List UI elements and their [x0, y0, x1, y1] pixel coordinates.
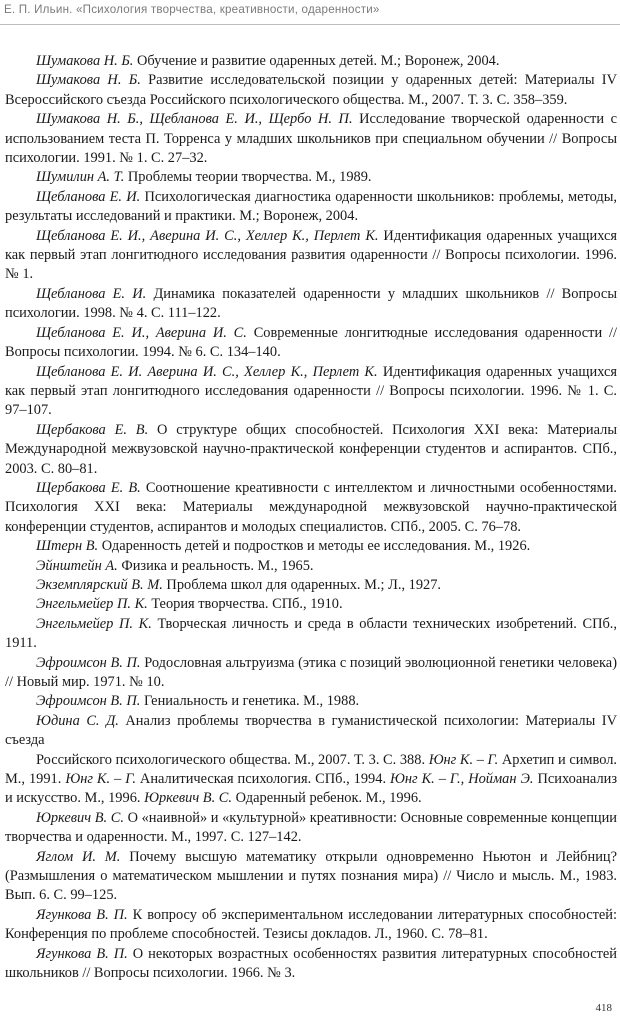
reference-author: Щебланова Е. И.: [36, 188, 141, 205]
reference-text: Почему высшую математику открыли одновременно Ньютон и Лейбниц? (Размышления о математическом мышлении и путях познания мира) // Число и мысль. М., 1983. Вып. 6. С. 99–125.: [5, 848, 617, 904]
reference-author: Яглом И. М.: [36, 848, 121, 865]
reference-text: Психологическая диагностика одаренности школьников: проблемы, методы, результаты исследований и практики. М.; Воронеж, 2004.: [5, 188, 618, 225]
continuation-text: Аналитическая психология. СПб., 1994.: [135, 771, 391, 788]
reference-text: О «наивной» и «культурной» креативности: Основные современные концепции творчества и одаренности. М., 1997. С. 127–142.: [5, 809, 617, 846]
page-number: 418: [595, 1002, 612, 1014]
reference-text: Теория творчества. СПб., 1910.: [147, 596, 343, 613]
continuation-text: Психоанализ и искусство. М., 1996.: [5, 771, 618, 807]
reference-entry: [5, 479, 617, 537]
reference-text: О структуре общих способностей. Психология XXI века: Материалы Международной межвузовской научно-практической конференции студентов и аспирантов. СПб., 2003. С. 80–81.: [5, 421, 617, 477]
reference-entry: [5, 712, 617, 751]
reference-entry: [5, 537, 617, 556]
reference-author: Юнг К. – Г., Нойман Э.: [390, 771, 534, 788]
reference-entry: [5, 595, 617, 614]
continuation-text: Архетип и символ. М., 1991.: [5, 751, 617, 788]
reference-entry: [5, 363, 617, 421]
reference-text: Идентификация одаренных учащихся как первый этап лонгитюдного исследования развития одаренности // Вопросы психологии. 1996. № 1.: [5, 227, 617, 283]
reference-text: О некоторых возрастных особенностях развития литературных способностей школьников // Вопросы психологии. 1966. № 3.: [5, 945, 617, 982]
continuation-text: Одаренный ребенок. М., 1996.: [232, 790, 422, 807]
reference-author: Юркевич В. С.: [144, 790, 232, 807]
reference-text: Проблемы теории творчества. М., 1989.: [124, 169, 372, 186]
reference-text: Обучение и развитие одаренных детей. М.; Воронеж, 2004.: [133, 53, 500, 69]
reference-author: Эфроимсон В. П.: [36, 693, 141, 710]
reference-author: Энгельмейер П. К.: [36, 596, 148, 613]
reference-entry: [5, 848, 617, 906]
reference-entry: [5, 71, 617, 110]
reference-author: Юркевич В. С.: [36, 809, 124, 826]
reference-text: Одаренность детей и подростков и методы ее исследования. М., 1926.: [98, 538, 531, 555]
reference-author: Щербакова Е. В.: [36, 421, 149, 438]
reference-author: Штерн В.: [36, 538, 99, 555]
reference-entry: [5, 615, 617, 654]
reference-continuation: [5, 751, 617, 809]
reference-entry: [5, 227, 617, 285]
reference-text: Современные лонгитюдные исследования одаренности // Вопросы психологии. 1994. № 6. С. 134–140.: [5, 324, 617, 361]
reference-list: [5, 52, 617, 984]
reference-author: Шумакова Н. Б.: [36, 72, 141, 89]
reference-entry: [5, 654, 617, 693]
reference-author: Щебланова Е. И.: [36, 285, 147, 302]
reference-author: Юдина С. Д.: [36, 712, 119, 729]
reference-author: Шумилин А. Т.: [36, 169, 125, 186]
reference-text: Проблема школ для одаренных. М.; Л., 1927.: [162, 576, 442, 593]
continuation-text: Российского психологического общества. М., 2007. Т. 3. С. 388.: [36, 751, 429, 768]
reference-author: Эйнштейн А.: [36, 557, 118, 574]
reference-text: Исследование творческой одаренности с использованием теста П. Торренса у младших школьников при специальном обучении // Вопросы психологии. 1991. № 1. С. 27–32.: [5, 111, 617, 167]
reference-author: Юнг К. – Г.: [65, 771, 136, 788]
reference-author: Экземплярский В. М.: [36, 576, 163, 593]
reference-entry: [5, 285, 617, 324]
reference-text: Родословная альтруизма (этика с позиций эволюционной генетики человека) // Новый мир. 1971. № 10.: [5, 654, 617, 690]
reference-entry: [5, 692, 617, 711]
reference-entry: [5, 324, 617, 363]
reference-text: Соотношение креативности с интеллектом и личностными особенностями. Психология XXI века: Материалы международной межвузовской научно-практической конференции студентов, аспирантов и молодых специалистов. СПб., 2005. С. 76–78.: [5, 479, 617, 535]
reference-author: Шумакова Н. Б., Щебланова Е. И., Щербо Н. П.: [36, 111, 353, 128]
reference-entry: [5, 906, 617, 945]
header-divider: [0, 24, 620, 25]
reference-entry: [5, 110, 617, 168]
reference-author: Щебланова Е. И., Аверина И. С., Хеллер К., Перлет К.: [36, 227, 379, 244]
reference-text: Физика и реальность. М., 1965.: [117, 557, 314, 574]
reference-author: Ягункова В. П.: [36, 945, 128, 962]
reference-entry: [5, 557, 617, 576]
reference-text: К вопросу об экспериментальном исследовании литературных способностей: Конференция по проблеме способностей. Тезисы докладов. Л., 1960. С. 78–81.: [5, 906, 617, 943]
reference-author: Шумакова Н. Б.: [36, 53, 134, 69]
reference-author: Эфроимсон В. П.: [36, 654, 141, 671]
reference-entry: [5, 809, 617, 848]
reference-text: Развитие исследовательской позиции у одаренных детей: Материалы IV Всероссийского съезда Российского психологического общества. М., 2007. Т. 3. С. 358–359.: [5, 72, 617, 108]
reference-author: Юнг К. – Г.: [428, 751, 499, 768]
reference-text: Идентификация одаренных учащихся как первый этап лонгитюдного исследования одаренности // Вопросы психологии. 1996. № 1. С. 97–107.: [5, 363, 617, 419]
reference-author: Ягункова В. П.: [36, 906, 128, 923]
reference-entry: [5, 945, 617, 984]
reference-entry: [5, 576, 617, 595]
reference-entry: [5, 421, 617, 479]
reference-author: Энгельмейер П. К.: [36, 615, 152, 632]
reference-text: Анализ проблемы творчества в гуманистической психологии: Материалы IV съезда: [5, 712, 617, 749]
reference-text: Гениальность и генетика. М., 1988.: [140, 693, 360, 710]
reference-author: Щебланова Е. И., Аверина И. С.: [36, 324, 247, 341]
reference-text: Творческая личность и среда в области технических изобретений. СПб., 1911.: [5, 615, 617, 652]
reference-author: Щебланова Е. И. Аверина И. С., Хеллер К., Перлет К.: [36, 363, 378, 380]
running-head: Е. П. Ильин. «Психология творчества, креативности, одаренности»: [4, 3, 380, 16]
reference-text: Динамика показателей одаренности у младших школьников // Вопросы психологии. 1998. № 4. С. 111–122.: [5, 285, 617, 322]
reference-author: Щербакова Е. В.: [36, 479, 141, 496]
reference-entry: [5, 188, 617, 227]
reference-entry: [5, 168, 617, 187]
reference-entry: [5, 52, 617, 71]
